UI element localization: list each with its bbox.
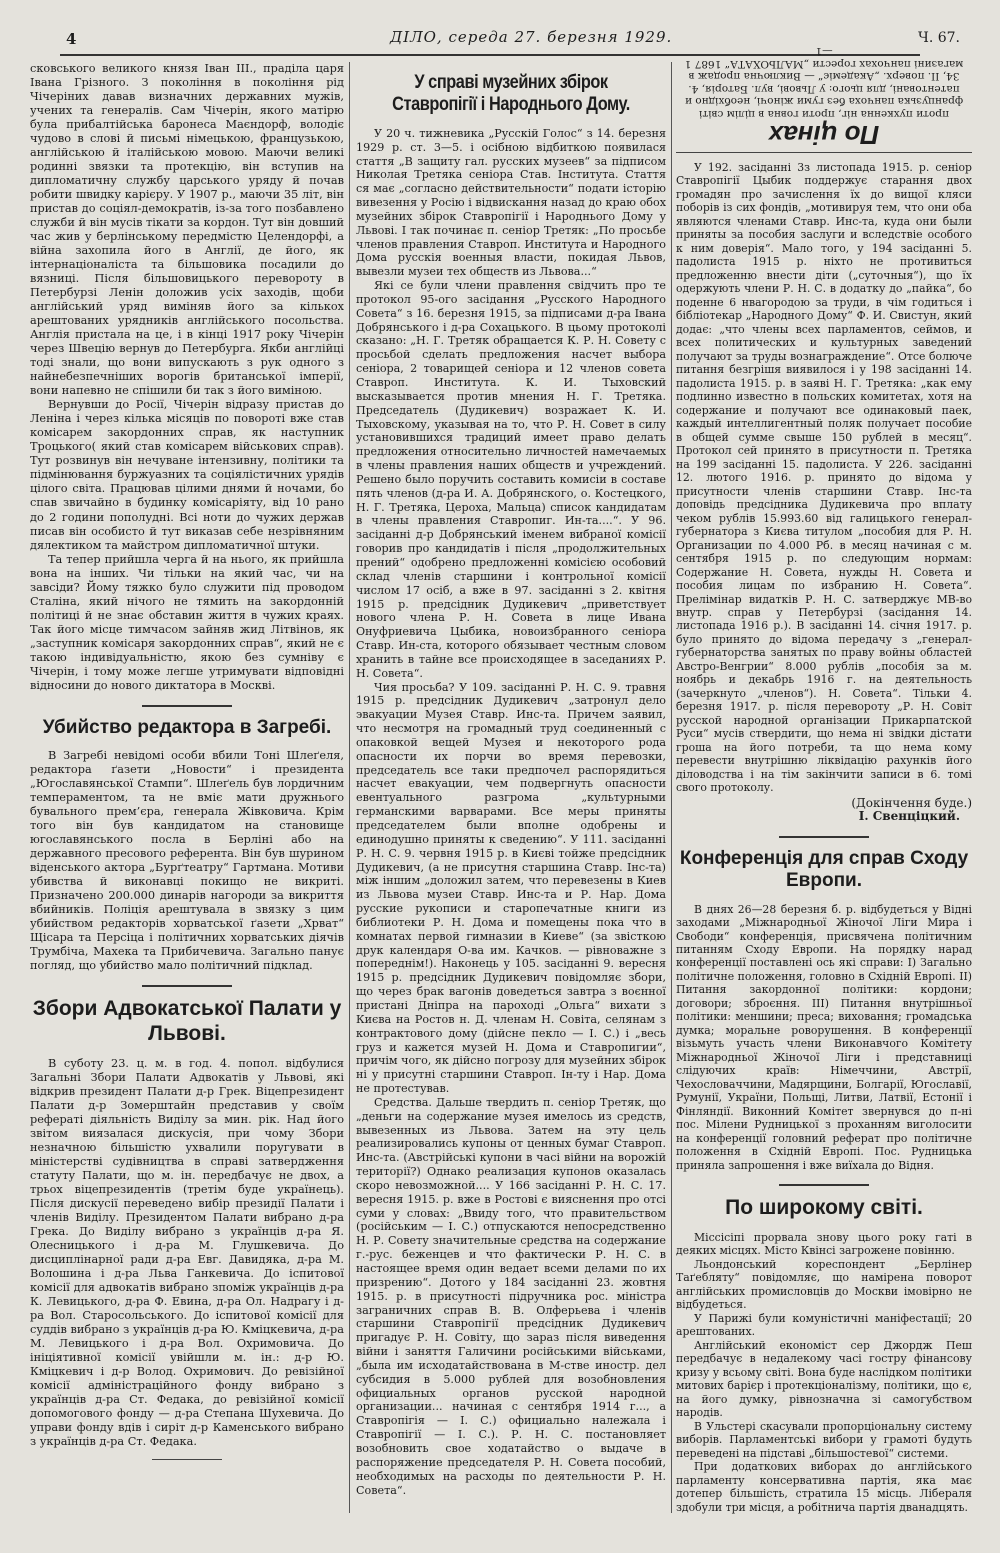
museum-paragraph: Чия просьба? У 109. засіданні Р. Н. С. 9. травня 1915 р. предсідник Дудикевич „затронул дело эвакуации Музея Ставр. Инс-та. Причем заявил, что несмотря на громадный труд соединенный с опаковкой вещей Музея и некоторого рода опасности их порчи во время перевозки, председатель все таки предпочел распорядиться насчет евакуации, чем подвергнуть опасности евентуального разгрома „культурными германскими варварами. Все меры приняты председателем были вполне одобрены и единодушно приняты к сведению“. У 111. засіданні Р. Н. С. 9. червня 1915 р. в Києві тойже предсідник Дудикевич, (а не присутня старшина Ставр. Інс-та) між іншим „доложил затем, что перевезены в Киев из Львова музеи Ставр. Инс-та и Р. Нар. Дома русские рукописи и старопечатные книги из библиотеки Р. Н. Дома и помещены пока что в комнатах первой гимназии в Киеве“ (за звісткою друк календаря О-ва им. Качков. — рівноважне з попереднім!). Наконець у 105. засіданні 9. вересня 1915 р. предсідник Дудикевич повідомляє збори, що через брак вагонів доведеться завтра з воєнної пристані Дніпра на пароході „Ольга“ вихати з Києва на Ростов н. Д. членам Н. Совіта, селянам з контрактового дому (дійсне пекло — І. С.) і „весь груз и кажется музей Н. Дома и Ставропигии“, причім чого, як дійсно погрозу для музейних збірок ні у присутні старшини Ставроп. Ін-ту і Нар. Дома не протестував. <box>356 680 666 1096</box>
conference-article: В днях 26—28 березня б. р. відбудеться у Відні заходами „Міжнародньої Жіночої Ліги Мира і Свободи“ конференція, присвячена політичним питанням Сходу Европи. На порядку нарад конференції поставлені ось які справи: І) Загально політичне положення, головно в Східній Европі. ІІ) Питання закордонної політики: кордони; договори; зброєння. ІІІ) Питання внутрішньої політики: меншини; преса; виховання; громадська думка; моральне роворушення. В конференції візьмуть участь члени Виконавчого Комітету Міжнародньої Жіночої Ліги і представниці слідуючих країв: Німеччини, Австрії, Чехословаччини, Мадярщини, Болгарії, Югославії, Румунії, України, Польщі, Литви, Латвії, Естонії і Фінляндії. Виконний Комітет звернувся до п-ні пос. Мілени Рудницької з проханням виголосити на конференції головний реферат про політичне положення в Східній Европі. Пос. Рудницька приняла запрошення і вже виїхала до Відня. <box>676 902 972 1172</box>
ad-text: проти пухкенна ніг, проти говна в цілім світі французька панчоха без гуми жіночі, необхідно и патентовані, для цього: у Львові, вул. Баторія, 4. 34, II. поверх. „Академіє“ — Виключна продаж в магазині панчохах горести „МАЛЬОХАТА“ 1687 1—1 <box>684 45 964 120</box>
author-signature: І. Свенціцкий. <box>858 809 960 824</box>
column-divider <box>349 62 350 1513</box>
article-separator <box>779 1184 869 1186</box>
chicherin-paragraph: сковського великого князя Іван III., праділа царя Івана Грізного. З покоління в покоління рід Чічеріних давав визначних державних мужів, учених та генералів. Сам Чічерін, якого матірю була прибалтійська баронеса Маєндорф, володіє чудово в слові й письмі німецькою, французькою, англійською й італійською мовою. Маючи великі родинні звязки та протекцію, він вступив на дипломатичну службу царського уряду й почав робити швидку карієру. У 1907 р., маючи 35 літ, він пристав до соціял-демократів, із-за того позбавлено служби й він мусів тікати за кордон. Тут він довший час жив у берлінському передмістю Целендорфі, а війна захопила його в Англії, де його, як інтернаціоналіста та більшовика посадили до вязниці. Після більшовицького перевороту в Петербурзі Ленін доложив усіх заходів, щоби англійський уряд виміняв його за кількох арештованих урядників англійського посольства. Англія пристала на це, і в кінці 1917 року Чічерін через Швецію вернув до Петербурга. Якби англійці тоді знали, що вони випускають з рук одного з найнебезпечніших ворогів британської імперії, вони напевно не спішили би так з його виміною. <box>30 62 344 398</box>
museum-continuation: У 192. засіданні 3з листопада 1915. р. сеніор Ставропігії Цыбик поддержує старання двох громадян про зачислення їх до вищої кляси поборів із сих фондів, „мотивируя тем, что они оба являются членами Ставр. Инс-та, куда они были приняты за пособия заслуги и вследствіе особого к ним доверія“. Мало того, у 194 засіданні 5. падолиста 1915 р. ніхто не противиться предложенню внести діти („суточныя“), що їх одержують члени Р. Н. С. в додатку до „пайка“, бо поденне 6 нвагородою за труди, в чім годиться і бібліотекар „Народного Дому“ Ф. И. Свистун, який додає: „что члены всех парламентов, сеймов, и всех политических и культурных заведений получают за труды вознаграждение“. Отсе болюче питання безгрішя виявилося і у 198 засіданні 14. падолиста 1915. р. в заяві Н. Г. Третяка: „как ему подлинно известно в польских комитетах, хотя на содержание и получают все одинаковый паек, каждый интеллигентный поляк получает пособие в общей сумме свыше 150 рублей в месяц“. Протокол сей принято в присутности п. Третяка на 199 засіданні 15. падолиста. У 226. засіданні 12. лютого 1916. р. принято до відома у присутности членів старшини Ставр. Інс-та доповідь предсідника Дудикевича про вплату чеком рублів 15.993.60 від галицького генерал-губернатора з Києва титулом „пособия для Р. Н. Организации по 4.000 Рб. в месяц начиная с м. сентября 1915 р. по следующим нормам: Содержание Н. Совета, нужды Н. Совета и пособия лицам по избранию Н. Совета“. Прелімінар видатків Р. Н. С. затверджує МВ-во внутр. справ у Петербурзі (засідання 14. листопада 1916 р.). В засіданні 14. січня 1917. р. було принято до відома передачу з „генерал-губернаторства занятых по праву войны областей Австро-Венгрии“ 8.000 рублів „пособія за м. ноябрь и декабрь 1916 г. на деятельность (зачеркнуто „членов“). Н. Совета“. Тільки 4. березня 1917. р. після перевороту „Р. Н. Совіт русской народной організации Прикарпатской Руси“ мусів ствердити, що нема ні звідки дістати гроша на його потреби, та що нема кому перевести внутрішню ліквідацію рахунків його діловодства і на тім закінчити записи в 6. томі свого протоколу. <box>676 161 972 795</box>
chicherin-paragraph: Та тепер прийшла черга й на нього, як прийшла вона на інших. Чи тільки на який час, чи на завсіди? Йому тяжко було служити під проводом Сталіна, який нічого не тямить на закордонній політиці й не знає обставин життя в чужих краях. Так його місце тимчасом зайняв жид Літвінов, як „заступник комісаря закордонних справ“, який не є такою індивідуальністю, якою без сумніву є Чічерін, і тому може легше утримувати відповідні відносини до нового диктатора в Москві. <box>30 552 344 692</box>
zagreb-headline: Убийство редактора в Загребі. <box>42 716 332 738</box>
column-1 <box>30 62 344 1470</box>
conference-headline: Конференція для справ Сходу Европи. <box>679 847 969 892</box>
masthead: ДІЛО, середа 27. березня 1929. <box>390 28 673 46</box>
world-news-item: В Ульстері скасували пропорціональну систему виборів. Парламентські вибори у грамоті будуть переведені на підставі „більшостевої“ системи. <box>676 1419 972 1460</box>
world-news-item: У Парижі були комуністичні маніфестації; 20 арештованих. <box>676 1311 972 1339</box>
world-news-item: Англійський економіст сер Джордж Пеш передбачує в недалекому часі гостру фінансову кризу у всьому світі. Вона буде наслідком політики митових барієр і протекціоналізму, політики, що є, на його думку, рівнозначна зі самогубством народів. <box>676 1338 972 1420</box>
article-separator <box>152 1459 222 1460</box>
lawyers-article: В суботу 23. ц. м. в год. 4. попол. відбулися Загальні Збори Палати Адвокатів у Львові, які відкрив президент Палати д-р Грек. Віцепрезидент Палати д-р Зомерштайн представив у своїм рефераті діяльність Виділу за мин. рік. Над його звітом виязалася дискусія, при чому Збори незначною більшістю ухвалили поругувати в міністерстві судівництва в справі затвердження статуту Палати, що м. ін. передбачує не двох, а трьох віцепрезидентів (третім буде українець). Після дискусії переведено вибір президії Палати і членів Виділу. Президентом Палати вибрано д-ра Грека. До Виділу вибрано з українців д-ра Я. Олесницького і д-ра М. Глушкевича. До дисциплінарної ради д-ра Евг. Давидяка, д-ра М. Волошина і д-ра Льва Ганкевича. До іспитової комісії для адвокатів вибрано зпоміж українців д-ра К. Левицького, д-ра Ф. Евина, д-ра Ол. Надрагу і д-ра Вол. Старосольського. До іспитової комісії для суддів вибрано з українців д-ра Ю. Кміцкевича, д-ра М. Левицького і д-ра Вол. Охримовича. До ініціятивної комісії увійшли м. ін.: д-р Ю. Кміцкевич і д-р Волод. Охримович. До ревізійної комісії адміністраційного фонду вибрано з українців д-ра Ст. Федака, до ревізійної комісії допомогового фонду — д-ра Степана Шухевича. До управи фонду вдів і сиріт д-р Каменського вибрано з українців д-ра Ст. Федака. <box>30 1056 344 1449</box>
column-3 <box>676 45 972 1514</box>
museum-headline: У справі музейних збірок Ставропігії і Народнього Дому. <box>392 72 630 116</box>
lawyers-headline: Збори Адвокатської Палати у Львові. <box>32 997 342 1046</box>
museum-paragraph: Які се були члени правлення свідчить про те протокол 95-ого засідання „Русского Народного Совета“ з 16. березня 1915, за підписами д-ра Івана Добрянського і д-ра Сохацького. В цьому протоколі сказано: „Н. Г. Третяк обращается К. Р. Н. Совету с просьбой сделать предложения насчет выбора сеніора, 2 товарищей сеніора и 12 членов совета Ставроп. Института. К. И. Тыховский высказывается против мнения Н. Г. Третяка. Председатель (Дудикевич) возражает К. И. Тыховскому, указывая на то, что Р. Н. Совет в силу установившихся традиций имеет право делать предложения относительно личностей намечаемых в члены правления наших обществ и учреждений. Решено было поручить составить комисіи в составе пять членов (д-ра И. А. Добрянского, о. Костецкого, Н. Г. Третяка, Цероха, Мальца) список кандидатам в члены правления Ставропиг. Ин-та....“. У 96. засіданні д-р Добрянський іменем вибраної комісії говорив про кандидатів і після „продолжительных прений“ одобрено предложенні комісією особовий склад членів старшини і контрольної комісії числом 17 осіб, а вже в 97. засіданні з 2. квітня 1915 р. предсідник Дудикевич „приветствует нового члена Р. Н. Совета в лице Ивана Онуфриевича Цыбика, новоизбранного сеніора Ставр. Ин-ста, которого обязывает честным словом хранить в тайне все происходящее в заседаниях Р. Н. Совета“. <box>356 279 666 680</box>
chicherin-paragraph: Вернувши до Росії, Чічерін відразу пристав до Леніна і через кілька місяців по повороті вже став комісарем закордонних справ, як наступник Троцького( який став комісарем військових справ). Тут розвинув він нечуване інтензивну, політики та підмінювання буржуазних та соціялістичних урядів цілого світа. Працював цілими днями й ночами, бо спав звичайно в будинку комісаріяту, від 10 рано до 2 години пополудні. Всі ноти до чужих держав писав він особисто й тут виказав себе незрівняним дялектиком та майстром дипломатичної штуки. <box>30 398 344 552</box>
ad-title: По цінах <box>768 120 880 150</box>
continuation-note: (Докінчення буде.) <box>851 795 972 810</box>
article-separator <box>142 705 232 707</box>
zagreb-article: В Загребі невідомі особи вбили Тоні Шлеґеля, редактора ґазети „Новости“ і президента „Югославянської Стампи“. Шлеґель був лордичним темпераментом, та не вміє мати дружнього бувального прем’єра, генерала Жівковича. Крім того він був кандидатом на становище югославянського посла в Берліні або на державного пресового референта. Він був шурином віденського актора „Бурґтеатру“ Гартмана. Мотиви убивства й виконавці покищо не викриті. Призначено 200.000 динарів нагороди за викриття вбийників. Поліція арештувала в звязку з цим убийством редакторів хорватської ґазети „Хрват“ Щісарa та Персіца і політичних хорватських діячів Трумбіча, Махека та Прибичевича. Загально панує погляд, що убийство мало політичний підклад. <box>30 749 344 973</box>
column-divider <box>671 62 672 1513</box>
world-news-item: Міссісіпі прорвала знову цього року гаті в деяких місцях. Місто Квінсі загрожене повінню. <box>676 1231 972 1258</box>
world-news-headline: По широкому світі. <box>725 1196 923 1220</box>
museum-paragraph: Средства. Дальше твердить п. сеніор Третяк, що „деньги на содержание музея имелось из средств, вывезенных из Львова. Затем на эту цель реализировались купоны от ценных бумаг Ставроп. Инс-та. (Австрійські купони в часі війни на ворожій території?) Однако реализация купонов оказалась скоро невозможной.... У 166 засіданні Р. Н. С. 17. вересня 1915. р. вже в Ростові є вияснення про отсі суми у словах: „Ввиду того, что правительством (російським — І. С.) отпускаются непосредственно Н. Р. Совету значительные средства на содержание г.-рус. беженцев и что фактически Р. Н. С. в настоящее время один ведает всеми делами по их призрению“. Дотого у 184 засіданні 23. жовтня 1915. р. в присутності підручника рос. міністра заграничних справ В. В. Олферьева і членів старшини Ставропігії предсідник Дудикевич пригадує Р. Н. Совіту, що зараз після виведення війни і заняття Галичини російськими військами, „была им исходатайствована в М-стве иностр. дел субсидия в 5.000 рублей для возобновления официальных органов русской народной организации... начиная с сентября 1914 г..., а Ставропігія — І. С.) официально належала і Ставропігії — І. С.). Р. Н. С. постановляет возобновить свое ходатайство о выдаче в распоряжение председателя Р. Н. Совета пособий, необходимых на расходы по деятельности Р. Н. Совета“. <box>356 1095 666 1497</box>
world-news-item: Льондонський кореспондент „Берлінер Таґеблятy“ повідомляє, що намірена поворот англійських промисловців до Москви імовірно не відбудеться. <box>676 1257 972 1312</box>
world-news-item: При додаткових виборах до англійського парламенту консервативна партія, яка має дотепер більшість, стратила 15 місць. Лібераля здобули три місця, а робітнича партія дванадцять. <box>676 1460 972 1514</box>
page-marker: 4 <box>66 30 77 48</box>
museum-paragraph: У 20 ч. тижневика „Русскій Голос“ з 14. березня 1929 р. ст. 3—5. і осібною відбиткою появилася стаття „В защиту гал. русских музеев“ за підписом Николая Третяка сеніора Став. Інститута. Стаття ся має „согласно действительности“ подати історію вивезення у Росію і відвискання назад до краю обох музейних збірок Ставропігії і Народнього Дому у Львові. І так починає п. сеніор Третяк: „По просьбе членов правления Ставроп. Института и Народного Дома русскія военныя власти, покидая Львов, вывезли музеи тех обществ из Львова...“ <box>356 126 666 279</box>
column-2 <box>356 62 666 1497</box>
issue-number: Ч. 67. <box>918 30 960 46</box>
article-separator <box>779 836 869 838</box>
inverted-advertisement <box>676 45 972 153</box>
article-separator <box>142 985 232 987</box>
